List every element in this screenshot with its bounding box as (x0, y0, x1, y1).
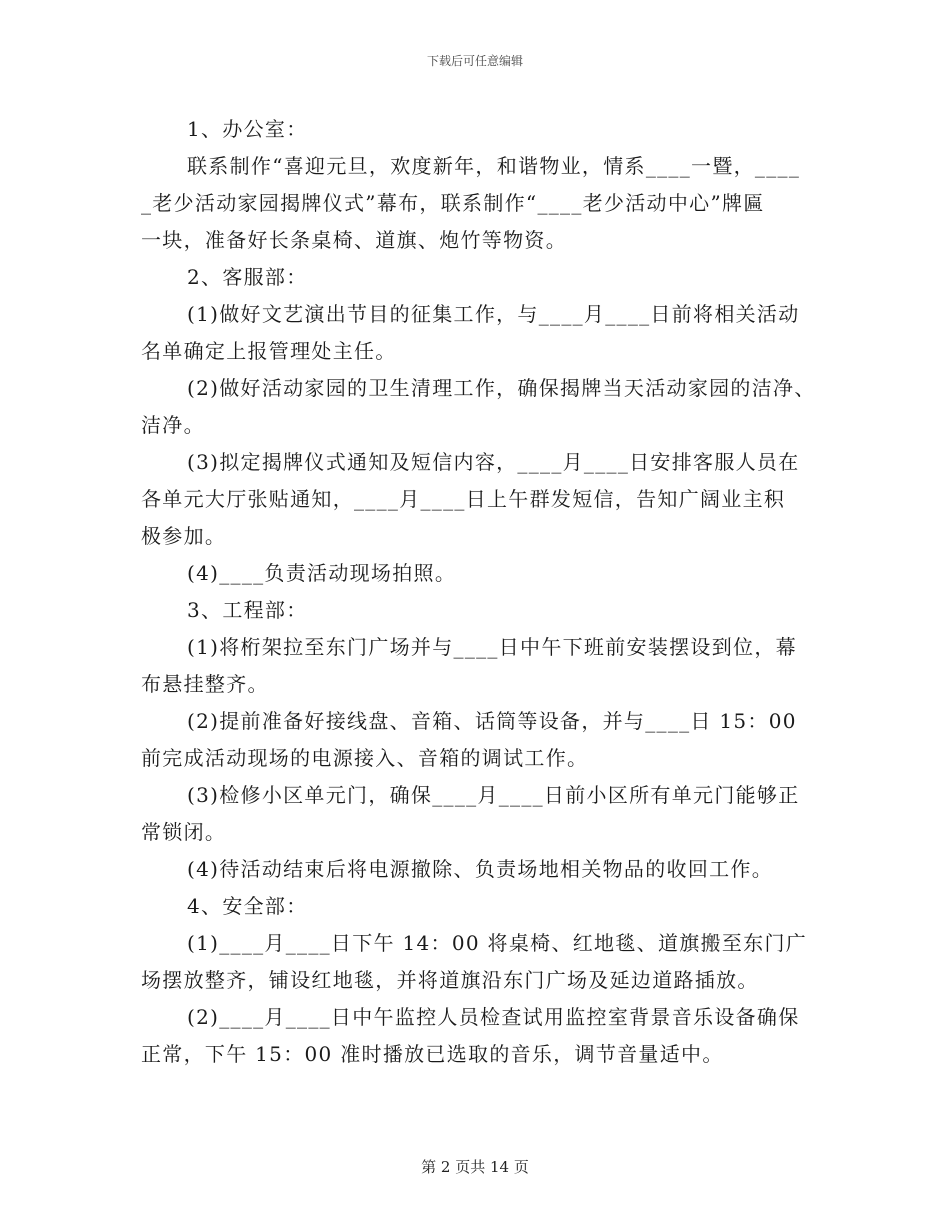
text-line: 前完成活动现场的电源接入、音箱的调试工作。 (141, 746, 589, 770)
paragraph-sec-1 (141, 925, 821, 999)
text-line: (3)拟定揭牌仪式通知及短信内容，____月____日安排客服人员在 (187, 450, 800, 474)
text-line: (1)做好文艺演出节目的征集工作，与____月____日前将相关活动 (187, 302, 800, 326)
text-line: 常锁闭。 (141, 820, 227, 844)
paragraph-office (141, 148, 821, 259)
paragraph-cs-1 (141, 296, 821, 370)
paragraph-sec-2 (141, 999, 821, 1073)
text-line: (4)____负责活动现场拍照。 (187, 561, 457, 585)
text-line: 场摆放整齐，铺设红地毯，并将道旗沿东门广场及延边道路插放。 (141, 968, 759, 992)
text-line: 布悬挂整齐。 (141, 672, 269, 696)
paragraph-cs-4 (141, 555, 821, 592)
document-body (141, 111, 821, 1073)
section-heading-customer-service (141, 259, 821, 296)
text-line: 一块，准备好长条桌椅、道旗、炮竹等物资。 (141, 228, 567, 252)
text-line: (4)待活动结束后将电源撤除、负责场地相关物品的收回工作。 (187, 857, 774, 881)
text-line: (2)____月____日中午监控人员检查试用监控室背景音乐设备确保 (187, 1005, 800, 1029)
section-heading-engineering (141, 592, 821, 629)
paragraph-cs-3 (141, 444, 821, 555)
section-heading-office (141, 111, 821, 148)
text-line: (2)做好活动家园的卫生清理工作，确保揭牌当天活动家园的洁净、 (187, 376, 816, 400)
text-line: 联系制作“喜迎元旦，欢度新年，和谐物业，情系____一暨，____ (187, 154, 801, 178)
paragraph-eng-3 (141, 777, 821, 851)
text-line: 洁净。 (141, 413, 205, 437)
paragraph-eng-4 (141, 851, 821, 888)
text-line: (3)检修小区单元门，确保____月____日前小区所有单元门能够正 (187, 783, 800, 807)
heading-text: 3、工程部： (187, 598, 308, 622)
paragraph-cs-2 (141, 370, 821, 444)
text-line: 极参加。 (141, 524, 227, 548)
paragraph-eng-1 (141, 629, 821, 703)
section-heading-security (141, 888, 821, 925)
text-line: (1)将桁架拉至东门广场并与____日中午下班前安装摆设到位，幕 (187, 635, 797, 659)
page-header: 下载后可任意编辑 (426, 54, 523, 68)
text-line: 各单元大厅张贴通知，____月____日上午群发短信，告知广阔业主积 (141, 487, 786, 511)
text-line: 名单确定上报管理处主任。 (141, 339, 397, 363)
heading-text: 1、办公室： (187, 117, 308, 141)
text-line: _老少活动家园揭牌仪式”幕布，联系制作“____老少活动中心”牌匾 (141, 191, 765, 215)
text-line: 正常，下午 15：00 准时播放已选取的音乐，调节音量适中。 (141, 1042, 724, 1066)
heading-text: 2、客服部： (187, 265, 308, 289)
text-line: (1)____月____日下午 14：00 将桌椅、红地毯、道旗搬至东门广 (187, 931, 808, 955)
paragraph-eng-2 (141, 703, 821, 777)
text-line: (2)提前准备好接线盘、音箱、话筒等设备，并与____日 15：00 (187, 709, 797, 733)
page-footer: 第 2 页共 14 页 (421, 1158, 529, 1176)
heading-text: 4、安全部： (187, 894, 308, 918)
